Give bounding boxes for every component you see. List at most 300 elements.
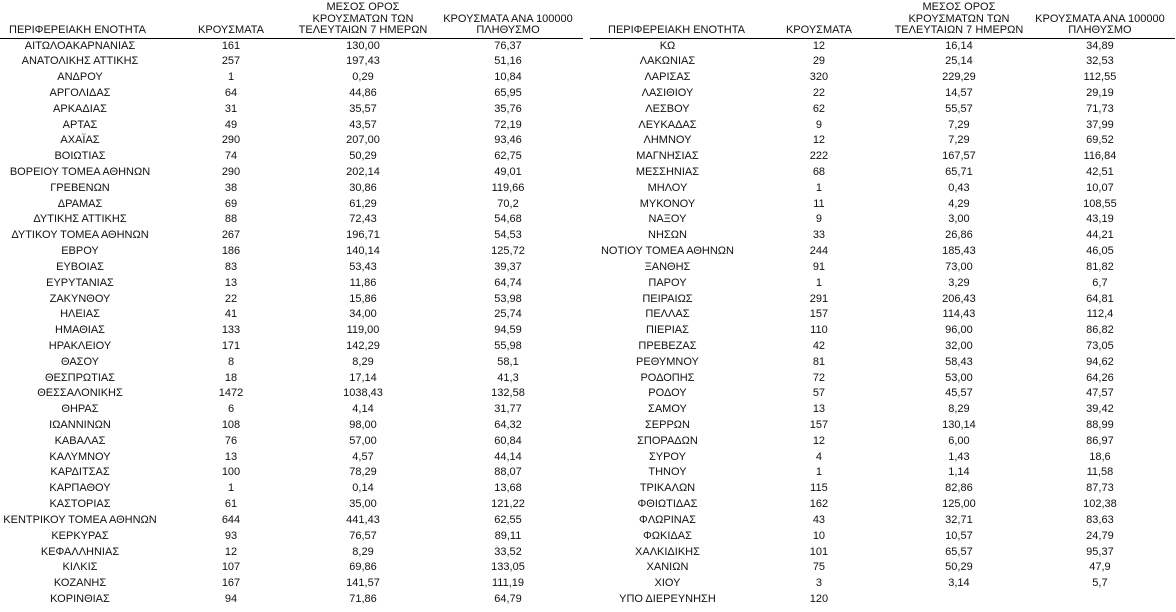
cases-cell: 9 (815, 118, 822, 131)
table-header-row (590, 2, 1175, 38)
cases-cell: 244 (809, 245, 829, 258)
region-cell: ΛΑΚΩΝΙΑΣ (639, 55, 696, 68)
table-row (590, 450, 1175, 466)
header-per-100k: ΚΡΟΥΣΜΑΤΑ ΑΝΑ 100000 ΠΛΗΘΥΣΜΟ (1025, 2, 1175, 38)
header-cases: ΚΡΟΥΣΜΑΤΑ (169, 2, 293, 38)
avg-7day-cell: 34,00 (349, 308, 377, 321)
avg-7day-cell: 61,29 (349, 197, 377, 210)
avg-7day-cell: 14,57 (945, 86, 973, 99)
table-row (0, 339, 583, 355)
region-cell: ΘΑΣΟΥ (60, 355, 100, 368)
region-cell: ΠΡΕΒΕΖΑΣ (638, 339, 697, 352)
cases-cell: 42 (812, 339, 826, 352)
table-row (590, 54, 1175, 70)
cases-cell: 110 (810, 324, 828, 337)
region-cell: ΕΥΒΟΙΑΣ (56, 260, 104, 273)
avg-7day-cell: 32,71 (945, 513, 973, 526)
table-row (590, 260, 1175, 276)
cases-cell: 6 (227, 403, 235, 416)
per-100k-cell: 83,63 (1086, 513, 1114, 526)
region-cell: ΑΡΚΑΔΙΑΣ (53, 102, 107, 115)
per-100k-cell: 76,37 (494, 39, 522, 52)
avg-7day-cell: 441,43 (346, 513, 380, 526)
avg-7day-cell (893, 592, 1025, 608)
per-100k-cell: 64,26 (1086, 371, 1114, 384)
per-100k-cell: 81,82 (1086, 260, 1114, 273)
table-row (0, 529, 583, 545)
table-row (0, 450, 583, 466)
table-row (0, 497, 583, 513)
cases-cell: 1 (815, 466, 822, 479)
table-row (590, 339, 1175, 355)
avg-7day-cell: 8,29 (352, 355, 374, 368)
cases-cell: 88 (224, 213, 238, 226)
avg-7day-cell: 114,43 (942, 308, 976, 321)
cases-cell: 13 (812, 403, 826, 416)
per-100k-cell: 64,79 (494, 592, 522, 605)
region-cell: ΑΝΑΤΟΛΙΚΗΣ ΑΤΤΙΚΗΣ (21, 55, 139, 68)
avg-7day-cell: 0,43 (948, 181, 970, 194)
avg-7day-cell: 4,29 (948, 197, 970, 210)
avg-7day-cell: 8,29 (948, 403, 970, 416)
per-100k-cell: 88,07 (494, 466, 522, 479)
region-cell: ΜΗΛΟΥ (647, 181, 688, 194)
per-100k-cell: 18,6 (1089, 450, 1111, 463)
cases-cell: 1 (815, 181, 822, 194)
table-row (0, 386, 583, 402)
avg-7day-cell: 229,29 (942, 71, 976, 84)
per-100k-cell: 64,74 (494, 276, 522, 289)
per-100k-cell: 5,7 (1092, 577, 1108, 590)
per-100k-cell: 54,53 (494, 229, 522, 242)
header-cases: ΚΡΟΥΣΜΑΤΑ (745, 2, 893, 38)
cases-cell: 22 (224, 292, 238, 305)
cases-cell: 13 (224, 450, 238, 463)
region-cell: ΓΡΕΒΕΝΩΝ (50, 181, 110, 194)
region-cell: ΘΕΣΠΡΩΤΙΑΣ (44, 371, 116, 384)
cases-cell: 13 (224, 276, 238, 289)
region-cell: ΧΑΛΚΙΔΙΚΗΣ (635, 545, 700, 558)
avg-7day-cell: 65,57 (945, 545, 973, 558)
region-cell: ΕΒΡΟΥ (61, 245, 99, 258)
table-row (0, 592, 583, 608)
table-row (590, 181, 1175, 197)
cases-cell: 41 (224, 308, 238, 321)
avg-7day-cell: 1,43 (948, 450, 970, 463)
avg-7day-cell: 57,00 (349, 434, 377, 447)
cases-cell: 157 (809, 419, 829, 431)
region-cell: ΞΑΝΘΗΣ (644, 260, 691, 273)
table-row (0, 276, 583, 292)
per-100k-cell (1025, 592, 1175, 608)
table-row (590, 592, 1175, 608)
cases-cell: 49 (224, 118, 238, 131)
region-cell: ΛΕΥΚΑΔΑΣ (638, 118, 697, 131)
avg-7day-cell: 141,57 (346, 577, 380, 590)
header-region: ΠΕΡΙΦΕΡΕΙΑΚΗ ΕΝΟΤΗΤΑ (590, 2, 745, 38)
cases-cell: 267 (221, 229, 241, 242)
table-row (590, 307, 1175, 323)
avg-7day-cell: 16,14 (945, 39, 973, 52)
table-row (590, 371, 1175, 387)
region-cell: ΣΑΜΟΥ (648, 403, 687, 416)
avg-7day-cell: 8,29 (352, 545, 374, 558)
region-cell: ΤΡΙΚΑΛΩΝ (639, 482, 696, 495)
region-cell: ΛΗΜΝΟΥ (643, 134, 692, 147)
region-cell: ΣΥΡΟΥ (648, 450, 686, 463)
region-cell: ΗΛΕΙΑΣ (60, 308, 100, 321)
header-7day-average: ΜΕΣΟΣ ΟΡΟΣ ΚΡΟΥΣΜΑΤΩΝ ΤΩΝ ΤΕΛΕΥΤΑΙΩΝ 7 ΗΜΕΡΩΝ (293, 2, 433, 38)
cases-cell: 186 (221, 245, 241, 258)
cases-cell: 76 (224, 434, 238, 447)
cases-cell: 31 (224, 102, 238, 115)
per-100k-cell: 62,75 (494, 150, 522, 163)
per-100k-cell: 44,21 (1086, 229, 1114, 242)
avg-7day-cell: 11,86 (349, 276, 377, 289)
per-100k-cell: 58,1 (497, 355, 519, 368)
cases-cell: 38 (224, 181, 238, 194)
region-cell: ΡΕΘΥΜΝΟΥ (636, 355, 699, 368)
table-row (590, 418, 1175, 434)
per-100k-cell: 43,19 (1086, 213, 1114, 226)
region-cell: ΝΗΣΩΝ (648, 229, 687, 242)
region-cell: ΚΑΡΠΑΘΟΥ (49, 482, 111, 495)
cases-cell: 12 (224, 545, 238, 558)
per-100k-cell: 94,62 (1086, 355, 1114, 368)
cases-cell: 57 (812, 387, 826, 400)
per-100k-cell: 47,57 (1086, 387, 1114, 400)
avg-7day-cell: 69,86 (349, 561, 377, 574)
table-row (0, 118, 583, 134)
per-100k-cell: 102,38 (1083, 498, 1117, 511)
table-row (590, 102, 1175, 118)
per-100k-cell: 108,55 (1083, 197, 1117, 210)
avg-7day-cell: 3,00 (948, 213, 970, 226)
table-row (590, 70, 1175, 86)
region-cell: ΚΕΡΚΥΡΑΣ (51, 529, 109, 542)
table-row (590, 529, 1175, 545)
region-cell: ΝΑΞΟΥ (648, 213, 687, 226)
table-row (0, 181, 583, 197)
per-100k-cell: 42,51 (1086, 166, 1114, 178)
region-cell: ΘΕΣΣΑΛΟΝΙΚΗΣ (37, 387, 123, 400)
table-row (0, 54, 583, 70)
cases-cell: 74 (224, 150, 238, 163)
region-cell: ΠΕΙΡΑΙΩΣ (642, 292, 693, 305)
cases-cell: 1 (815, 276, 822, 289)
per-100k-cell: 53,98 (494, 292, 522, 305)
avg-7day-cell: 6,00 (948, 434, 970, 447)
per-100k-cell: 35,76 (494, 102, 522, 115)
region-cell: ΛΕΣΒΟΥ (645, 102, 690, 115)
table-row (590, 576, 1175, 592)
avg-7day-cell: 1,14 (948, 466, 970, 479)
cases-cell: 94 (224, 592, 238, 605)
avg-7day-cell: 7,29 (948, 118, 970, 131)
region-cell: ΚΑΒΑΛΑΣ (54, 434, 106, 447)
avg-7day-cell: 3,14 (948, 577, 970, 590)
avg-7day-cell: 4,57 (352, 450, 374, 463)
table-row (0, 545, 583, 561)
cases-cell: 1472 (218, 387, 244, 400)
per-100k-cell: 60,84 (494, 434, 522, 447)
cases-cell: 72 (812, 371, 826, 384)
avg-7day-cell: 44,86 (349, 86, 377, 99)
avg-7day-cell: 130,00 (346, 39, 380, 52)
cases-cell: 3 (815, 577, 822, 590)
avg-7day-cell: 196,71 (346, 229, 380, 242)
cases-cell: 83 (224, 260, 238, 273)
per-100k-cell: 94,59 (494, 324, 522, 337)
per-100k-cell: 39,37 (494, 260, 522, 273)
per-100k-cell: 89,11 (494, 529, 522, 542)
cases-cell: 120 (809, 592, 829, 605)
region-cell: ΚΕΦΑΛΛΗΝΙΑΣ (40, 545, 120, 558)
region-cell: ΚΑΡΔΙΤΣΑΣ (50, 466, 110, 479)
cases-cell: 4 (815, 450, 822, 463)
cases-cell: 1 (227, 71, 235, 84)
region-cell: ΒΟΡΕΙΟΥ ΤΟΜΕΑ ΑΘΗΝΩΝ (9, 166, 151, 178)
avg-7day-cell: 71,86 (349, 592, 377, 605)
region-cell: ΣΕΡΡΩΝ (644, 419, 690, 431)
table-row (0, 38, 583, 54)
table-row (0, 70, 583, 86)
per-100k-cell: 46,05 (1086, 245, 1114, 258)
per-100k-cell: 86,97 (1086, 434, 1114, 447)
region-cell: ΥΠΟ ΔΙΕΡΕΥΝΗΣΗ (619, 592, 716, 605)
table-row (590, 497, 1175, 513)
avg-7day-cell: 50,29 (945, 561, 973, 574)
avg-7day-cell: 53,43 (349, 260, 377, 273)
cases-cell: 8 (227, 355, 235, 368)
cases-cell: 75 (812, 561, 826, 574)
per-100k-cell: 116,84 (1083, 150, 1117, 163)
cases-cell: 157 (809, 308, 829, 321)
region-cell: ΦΛΩΡΙΝΑΣ (639, 513, 696, 526)
avg-7day-cell: 4,14 (352, 403, 374, 416)
cases-cell: 12 (812, 434, 826, 447)
per-100k-cell: 6,7 (1092, 276, 1108, 289)
cases-cell: 81 (812, 355, 826, 368)
region-cell: ΧΙΟΥ (654, 577, 681, 590)
cases-cell: 100 (221, 466, 241, 479)
per-100k-cell: 25,74 (494, 308, 522, 321)
cases-cell: 10 (812, 529, 826, 542)
region-cell: ΝΟΤΙΟΥ ΤΟΜΕΑ ΑΘΗΝΩΝ (600, 245, 734, 258)
table-row (590, 323, 1175, 339)
avg-7day-cell: 125,00 (942, 498, 976, 511)
per-100k-cell: 54,68 (494, 213, 522, 226)
table-row (0, 244, 583, 260)
region-cell: ΑΝΔΡΟΥ (57, 71, 103, 84)
table-row (0, 307, 583, 323)
per-100k-cell: 13,68 (494, 482, 522, 495)
header-7day-average: ΜΕΣΟΣ ΟΡΟΣ ΚΡΟΥΣΜΑΤΩΝ ΤΩΝ ΤΕΛΕΥΤΑΙΩΝ 7 ΗΜΕΡΩΝ (894, 1, 1024, 36)
per-100k-cell: 119,66 (491, 181, 525, 194)
table-row (590, 228, 1175, 244)
cases-cell: 18 (224, 371, 238, 384)
cases-cell: 91 (812, 260, 826, 273)
region-cell: ΚΕΝΤΡΙΚΟΥ ΤΟΜΕΑ ΑΘΗΝΩΝ (3, 513, 157, 526)
cases-cell: 93 (224, 529, 238, 542)
per-100k-cell: 49,01 (494, 166, 522, 178)
avg-7day-cell: 3,29 (948, 276, 970, 289)
region-cell: ΚΑΛΥΜΝΟΥ (49, 450, 111, 463)
table-row (590, 197, 1175, 213)
avg-7day-cell: 167,57 (942, 150, 976, 163)
table-row (590, 149, 1175, 165)
per-100k-cell: 133,05 (491, 561, 525, 574)
region-cell: ΦΩΚΙΔΑΣ (643, 529, 692, 542)
table-row (590, 513, 1175, 529)
per-100k-cell: 73,05 (1086, 339, 1114, 352)
per-100k-cell: 64,32 (494, 419, 522, 431)
region-cell: ΡΟΔΟΠΗΣ (640, 371, 695, 384)
table-row (590, 355, 1175, 371)
table-row (0, 149, 583, 165)
per-100k-cell: 51,16 (494, 55, 522, 68)
avg-7day-cell: 98,00 (349, 419, 377, 431)
avg-7day-cell: 10,57 (945, 529, 973, 542)
table-row (590, 38, 1175, 54)
per-100k-cell: 95,37 (1086, 545, 1114, 558)
per-100k-cell: 112,55 (1083, 71, 1117, 84)
per-100k-cell: 86,82 (1086, 324, 1114, 337)
table-row (590, 86, 1175, 102)
avg-7day-cell: 82,86 (945, 482, 973, 495)
region-cell: ΘΗΡΑΣ (61, 403, 99, 416)
region-cell: ΜΑΓΝΗΣΙΑΣ (636, 150, 699, 163)
cases-cell: 64 (224, 86, 238, 99)
cases-cell: 1 (227, 482, 235, 495)
table-row (0, 86, 583, 102)
per-100k-cell: 87,73 (1086, 482, 1114, 495)
header-per-100k: ΚΡΟΥΣΜΑΤΑ ΑΝΑ 100000 ΠΛΗΘΥΣΜΟ (433, 2, 583, 38)
table-row (0, 212, 583, 228)
table-row (590, 276, 1175, 292)
cases-cell: 290 (221, 166, 241, 178)
per-100k-cell: 47,9 (1089, 561, 1111, 574)
avg-7day-cell: 0,14 (352, 482, 374, 495)
cases-cell: 257 (221, 55, 241, 68)
region-cell: ΗΡΑΚΛΕΙΟΥ (48, 339, 112, 352)
cases-cell: 12 (812, 39, 826, 52)
region-cell: ΑΙΤΩΛΟΑΚΑΡΝΑΝΙΑΣ (24, 39, 136, 52)
table-row (590, 465, 1175, 481)
table-row (0, 102, 583, 118)
cases-cell: 69 (224, 197, 238, 210)
cases-cell: 43 (812, 513, 826, 526)
cases-cell: 161 (221, 39, 241, 52)
avg-7day-cell: 142,29 (346, 339, 380, 352)
avg-7day-cell: 1038,43 (343, 387, 383, 400)
avg-7day-cell: 25,14 (945, 55, 973, 68)
per-100k-cell: 62,55 (494, 513, 522, 526)
region-cell: ΛΑΣΙΘΙΟΥ (641, 86, 694, 99)
table-row (590, 434, 1175, 450)
per-100k-cell: 10,07 (1086, 181, 1114, 194)
region-cell: ΡΟΔΟΥ (648, 387, 687, 400)
cases-cell: 107 (221, 561, 241, 574)
cases-cell: 222 (809, 150, 829, 163)
table-row (590, 292, 1175, 308)
table-row (590, 386, 1175, 402)
cases-cell: 133 (221, 324, 241, 337)
table-row (0, 402, 583, 418)
cases-cell: 167 (221, 577, 241, 590)
table-row (0, 513, 583, 529)
cases-cell: 33 (812, 229, 826, 242)
cases-cell: 12 (812, 134, 826, 147)
per-100k-cell: 39,42 (1086, 403, 1114, 416)
per-100k-cell: 41,3 (497, 371, 519, 384)
avg-7day-cell: 50,29 (349, 150, 377, 163)
cases-table-left (0, 2, 583, 608)
avg-7day-cell: 73,00 (945, 260, 973, 273)
per-100k-cell: 70,2 (497, 197, 519, 210)
avg-7day-cell: 53,00 (945, 371, 973, 384)
cases-table-right (590, 2, 1175, 608)
cases-cell: 108 (221, 419, 241, 431)
avg-7day-cell: 185,43 (942, 245, 976, 258)
per-100k-cell: 72,19 (494, 118, 522, 131)
region-cell: ΠΕΛΛΑΣ (645, 308, 690, 321)
avg-7day-cell: 140,14 (346, 245, 380, 258)
per-100k-cell: 55,98 (494, 339, 522, 352)
region-cell: ΔΥΤΙΚΗΣ ΑΤΤΙΚΗΣ (33, 213, 127, 226)
region-cell: ΠΑΡΟΥ (648, 276, 687, 289)
table-row (590, 545, 1175, 561)
table-row (590, 133, 1175, 149)
region-cell: ΚΩ (659, 39, 676, 52)
region-cell: ΣΠΟΡΑΔΩΝ (637, 434, 698, 447)
region-cell: ΖΑΚΥΝΘΟΥ (49, 292, 111, 305)
avg-7day-cell: 119,00 (346, 324, 380, 337)
cases-cell: 171 (221, 339, 241, 352)
avg-7day-cell: 206,43 (942, 292, 976, 305)
cases-cell: 29 (812, 55, 826, 68)
cases-cell: 644 (221, 513, 241, 526)
region-cell: ΑΡΓΟΛΙΔΑΣ (49, 86, 111, 99)
region-cell: ΑΡΤΑΣ (62, 118, 98, 131)
region-cell: ΚΟΖΑΝΗΣ (53, 577, 107, 590)
per-100k-cell: 10,84 (494, 71, 522, 84)
region-cell: ΒΟΙΩΤΙΑΣ (54, 150, 106, 163)
per-100k-cell: 112,4 (1086, 308, 1114, 321)
avg-7day-cell: 0,29 (352, 71, 374, 84)
avg-7day-cell: 197,43 (346, 55, 380, 68)
per-100k-cell: 33,52 (494, 545, 522, 558)
avg-7day-cell: 207,00 (346, 134, 380, 147)
table-row (590, 244, 1175, 260)
per-100k-cell: 32,53 (1086, 55, 1114, 68)
region-cell: ΦΘΙΩΤΙΔΑΣ (637, 498, 698, 511)
per-100k-cell: 29,19 (1086, 86, 1114, 99)
per-100k-cell: 31,77 (494, 403, 522, 416)
per-100k-cell: 37,99 (1086, 118, 1114, 131)
table-row (0, 465, 583, 481)
per-100k-cell: 88,99 (1086, 419, 1114, 431)
region-cell: ΤΗΝΟΥ (648, 466, 687, 479)
avg-7day-cell: 130,14 (942, 419, 976, 431)
region-cell: ΕΥΡΥΤΑΝΙΑΣ (46, 276, 114, 289)
cases-cell: 9 (815, 213, 822, 226)
per-100k-cell: 65,95 (494, 86, 522, 99)
avg-7day-cell: 7,29 (948, 134, 970, 147)
avg-7day-cell: 35,00 (349, 498, 377, 511)
table-row (0, 418, 583, 434)
per-100k-cell: 125,72 (491, 245, 525, 258)
